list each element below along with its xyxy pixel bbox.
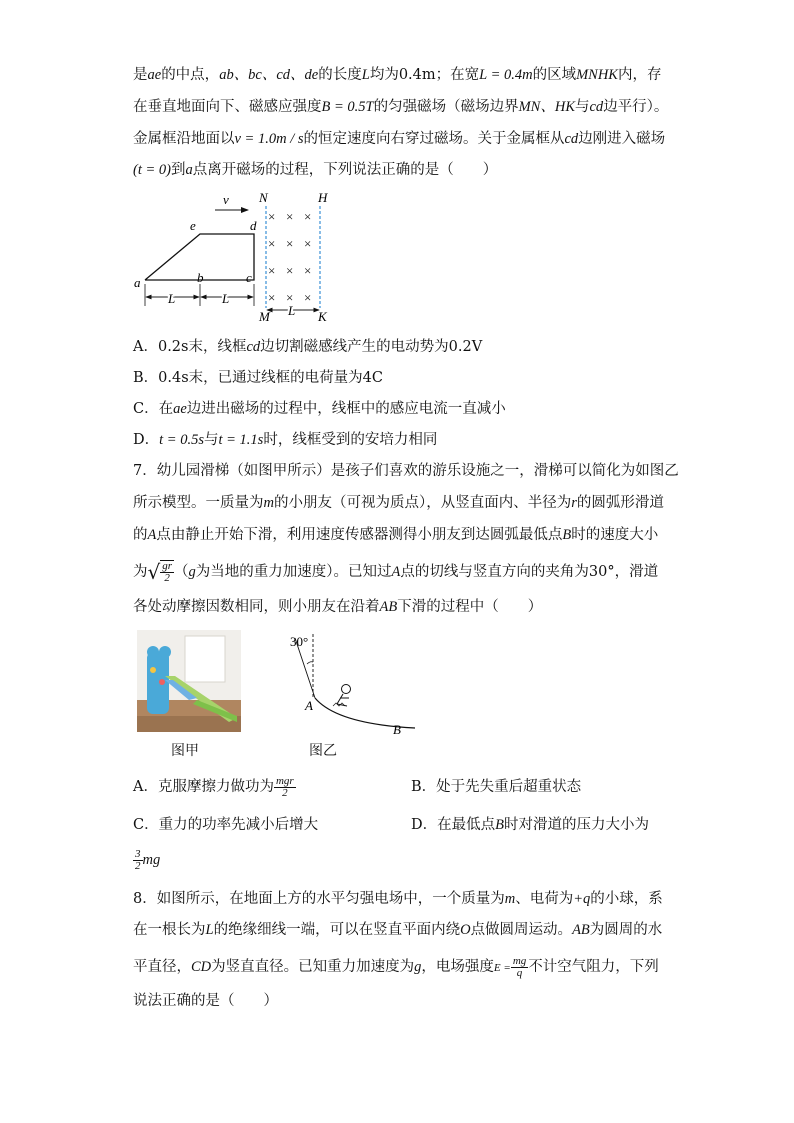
- q6-label-c: c: [246, 270, 252, 285]
- q6-label-a: a: [134, 275, 141, 290]
- q6-option-B: B．0.4s末，已通过线框的电荷量为4C: [133, 370, 383, 386]
- q7-stem-line-3: 的A点由静止开始下滑，利用速度传感器测得小朋友到达圆弧最低点B时的速度大小: [133, 527, 659, 543]
- q7-label-A: A: [305, 698, 313, 713]
- q6-option-C: C．在ae边进出磁场的过程中，线框中的感应电流一直减小: [133, 401, 506, 417]
- q6-stem-line-4: (t = 0)到a点离开磁场的过程，下列说法正确的是（ ）: [133, 162, 498, 178]
- svg-text:×: ×: [286, 236, 294, 251]
- q7-stem-line-1: 7．幼儿园滑梯（如图甲所示）是孩子们喜欢的游乐设施之一，滑梯可以简化为如图乙: [133, 463, 679, 479]
- q6-label-K: K: [318, 309, 327, 323]
- q7-option-D: D．在最低点B时对滑道的压力大小为: [411, 817, 649, 833]
- svg-text:×: ×: [286, 263, 294, 278]
- q7-model-figure: [285, 628, 420, 738]
- svg-text:×: ×: [304, 209, 312, 224]
- q6-label-e: e: [190, 218, 196, 233]
- q6-magnetic-field-crosses: [268, 209, 311, 305]
- svg-text:×: ×: [268, 236, 276, 251]
- q6-label-N: N: [259, 190, 268, 205]
- q6-stem-line-1: 是ae的中点，ab、bc、cd、de的长度L均为0.4m；在宽L = 0.4m的区域MNHK内，存: [133, 67, 662, 83]
- q7-sqrt-expression: √ $\frac{gr}{2}$: [147, 560, 173, 584]
- q6-option-A: A．0.2s末，线框cd边切割磁感线产生的电动势为0.2V: [133, 339, 483, 355]
- svg-text:×: ×: [304, 290, 312, 305]
- q6-label-d: d: [250, 218, 257, 233]
- q7-option-B: B．处于先失重后超重状态: [411, 779, 582, 795]
- q6-dim-label-2: L: [222, 291, 230, 306]
- q7-option-A: A．克服摩擦力做功为 $\frac{\text{mgr}}{2}$: [133, 774, 294, 799]
- q6-stem-line-2: 在垂直地面向下、磁感应强度B = 0.5T的匀强磁场（磁场边界MN、HK与cd边平行）。: [133, 99, 669, 115]
- q6-label-b: b: [197, 270, 204, 285]
- q6-dim-label-3: L: [288, 303, 296, 318]
- svg-text:×: ×: [286, 209, 294, 224]
- q7-stem-line-2: 所示模型。一质量为m的小朋友（可视为质点），从竖直面内、半径为r的圆弧形滑道: [133, 495, 664, 511]
- svg-text:×: ×: [286, 290, 294, 305]
- q6-label-H: H: [318, 190, 328, 205]
- q6-dim-label-1: L: [168, 291, 176, 306]
- q8-stem-line-2: 在一根长为L的绝缘细线一端，可以在竖直平面内绕O点做圆周运动。AB为圆周的水: [133, 922, 663, 938]
- q7-angle-label: 30°: [290, 634, 309, 649]
- svg-text:×: ×: [304, 263, 312, 278]
- q8-stem-line-3: 平直径，CD为竖直直径。已知重力加速度为g，电场强度E = $\frac{mg}{q}$ 不计空气阻力，下列: [133, 954, 659, 979]
- q6-stem-line-3: 金属框沿地面以v = 1.0m / s的恒定速度向右穿过磁场。关于金属框从cd边刚进入磁场: [133, 131, 666, 147]
- q6-figure: [130, 188, 350, 323]
- q7-stem-line-4: 为√ $\frac{gr}{2}$ （g为当地的重力加速度）。已知过A点的切线与竖直方向的夹角为30°，滑道: [133, 556, 773, 588]
- svg-text:×: ×: [268, 263, 276, 278]
- q7-option-C: C．重力的功率先减小后增大: [133, 817, 319, 833]
- q6-option-D: D．t = 0.5s与t = 1.1s时，线框受到的安培力相同: [133, 432, 438, 448]
- q6-label-M: M: [259, 309, 270, 323]
- q7-option-D-value: $\frac{3}{2}$ mg: [135, 847, 161, 872]
- svg-text:×: ×: [268, 290, 276, 305]
- svg-text:×: ×: [304, 236, 312, 251]
- q7-stem-line-5: 各处动摩擦因数相同，则小朋友在沿着AB下滑的过程中（ ）: [133, 599, 543, 615]
- q7-slide-photo: [137, 630, 241, 732]
- svg-text:×: ×: [268, 209, 276, 224]
- q7-child-figure: [333, 685, 351, 707]
- q7-label-B: B: [393, 722, 401, 737]
- q8-stem-line-4: 说法正确的是（ ）: [133, 993, 278, 1009]
- q7-caption-2: 图乙: [309, 743, 337, 759]
- q6-label-v: v: [223, 192, 229, 207]
- q7-caption-1: 图甲: [171, 743, 199, 759]
- q8-stem-line-1: 8．如图所示，在地面上方的水平匀强电场中，一个质量为m、电荷为+q的小球，系: [133, 891, 663, 907]
